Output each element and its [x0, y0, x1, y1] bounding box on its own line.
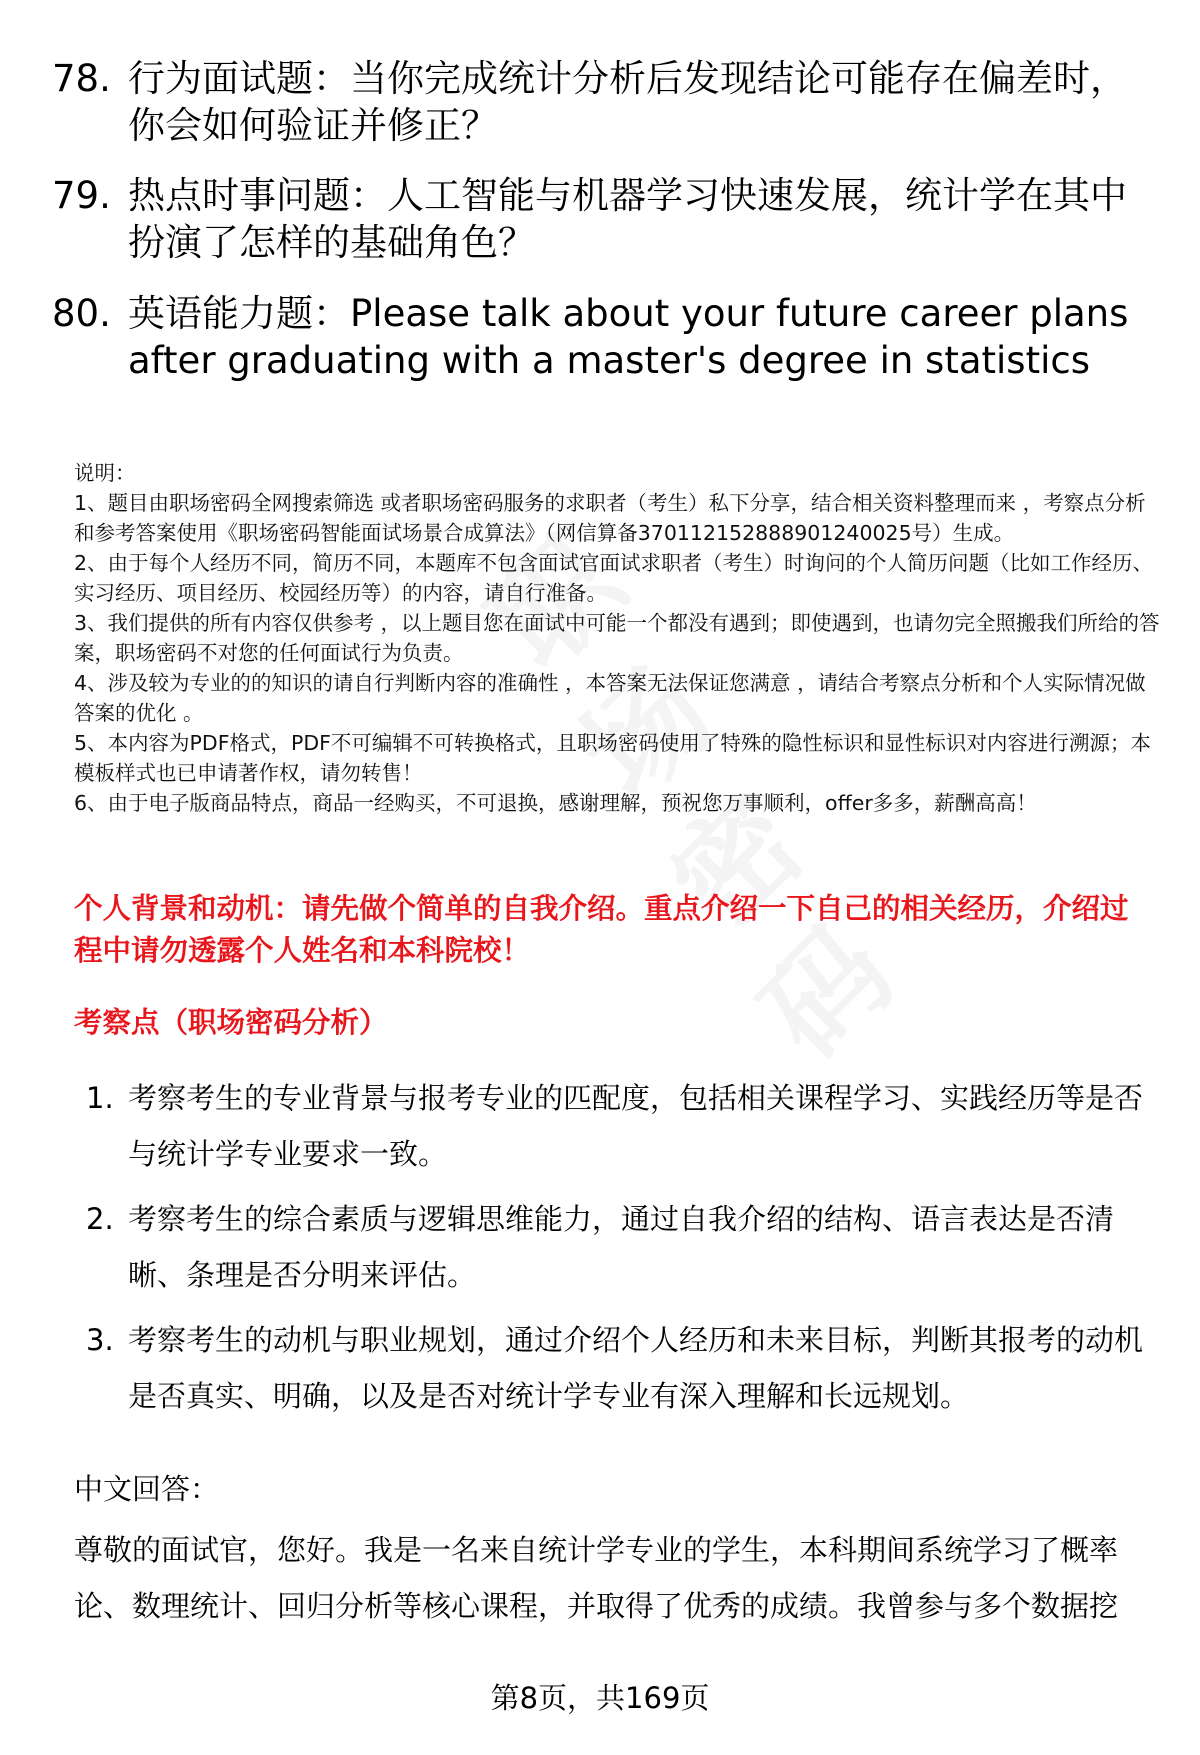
- question-number: 79.: [52, 174, 111, 217]
- question-79: [52, 172, 1152, 266]
- question-78: [52, 55, 1152, 149]
- question-text: 行为面试题：当你完成统计分析后发现结论可能存在偏差时，你会如何验证并修正？: [128, 57, 1127, 147]
- list-item: [74, 1191, 1160, 1303]
- question-number: 78.: [52, 57, 111, 100]
- page-footer: 第8页，共169页: [490, 1681, 710, 1715]
- list-item: [74, 1070, 1160, 1182]
- note-item: 4、涉及较为专业的的知识的请自行判断内容的准确性 ，本答案无法保证您满意 ，请结合考察点分析和个人实际情况做答案的优化 。: [74, 671, 1146, 725]
- disclaimer-notes: [74, 458, 1160, 818]
- note-item: 5、本内容为PDF格式，PDF不可编辑不可转换格式，且职场密码使用了特殊的隐性标识和显性标识对内容进行溯源；本模板样式也已申请著作权，请勿转售！: [74, 731, 1151, 785]
- watermark: 职 场 密 码: [465, 511, 919, 1085]
- question-text: 英语能力题：Please talk about your future career plans after graduating with a master's degree in statistics: [128, 292, 1129, 382]
- list-item-text: 考察考生的综合素质与逻辑思维能力，通过自我介绍的结构、语言表达是否清晰、条理是否分明来评估。: [128, 1202, 1115, 1292]
- question-text: 热点时事问题：人工智能与机器学习快速发展，统计学在其中扮演了怎样的基础角色？: [128, 174, 1127, 264]
- list-item: [74, 1312, 1160, 1424]
- answer-text: 尊敬的面试官，您好。我是一名来自统计学专业的学生，本科期间系统学习了概率论、数理统计、回归分析等核心课程，并取得了优秀的成绩。我曾参与多个数据挖: [74, 1533, 1119, 1623]
- assessment-heading: 考察点（职场密码分析）: [74, 1006, 388, 1039]
- note-item: 2、由于每个人经历不同，简历不同，本题库不包含面试官面试求职者（考生）时询问的个人简历问题（比如工作经历、实习经历、项目经历、校园经历等）的内容，请自行准备。: [74, 551, 1154, 605]
- note-item: 1、题目由职场密码全网搜索筛选 或者职场密码服务的求职者（考生）私下分享，结合相关资料整理而来 ，考察点分析和参考答案使用《职场密码智能面试场景合成算法》（网信算备370112152888901240025号）生成。: [74, 491, 1146, 545]
- question-80: [52, 290, 1152, 384]
- note-item: 3、我们提供的所有内容仅供参考 ，以上题目您在面试中可能一个都没有遇到；即使遇到，也请勿完全照搬我们所给的答案，职场密码不对您的任何面试行为负责。: [74, 611, 1160, 665]
- interview-question-heading: 个人背景和动机：请先做个简单的自我介绍。重点介绍一下自己的相关经历，介绍过程中请勿透露个人姓名和本科院校！: [74, 892, 1129, 967]
- list-item-text: 考察考生的专业背景与报考专业的匹配度，包括相关课程学习、实践经历等是否与统计学专业要求一致。: [128, 1081, 1144, 1171]
- list-item-text: 考察考生的动机与职业规划，通过介绍个人经历和未来目标，判断其报考的动机是否真实、明确，以及是否对统计学专业有深入理解和长远规划。: [128, 1323, 1144, 1413]
- assessment-points-list: [74, 1070, 1160, 1433]
- list-item-number: 1.: [86, 1081, 114, 1115]
- notes-title: 说明：: [74, 461, 136, 485]
- list-item-number: 3.: [86, 1323, 114, 1357]
- list-item-number: 2.: [86, 1202, 114, 1236]
- question-number: 80.: [52, 292, 111, 335]
- note-item: 6、由于电子版商品特点，商品一经购买，不可退换，感谢理解，预祝您万事顺利，offer多多，薪酬高高！: [74, 791, 1037, 815]
- answer-label: 中文回答：: [74, 1472, 220, 1506]
